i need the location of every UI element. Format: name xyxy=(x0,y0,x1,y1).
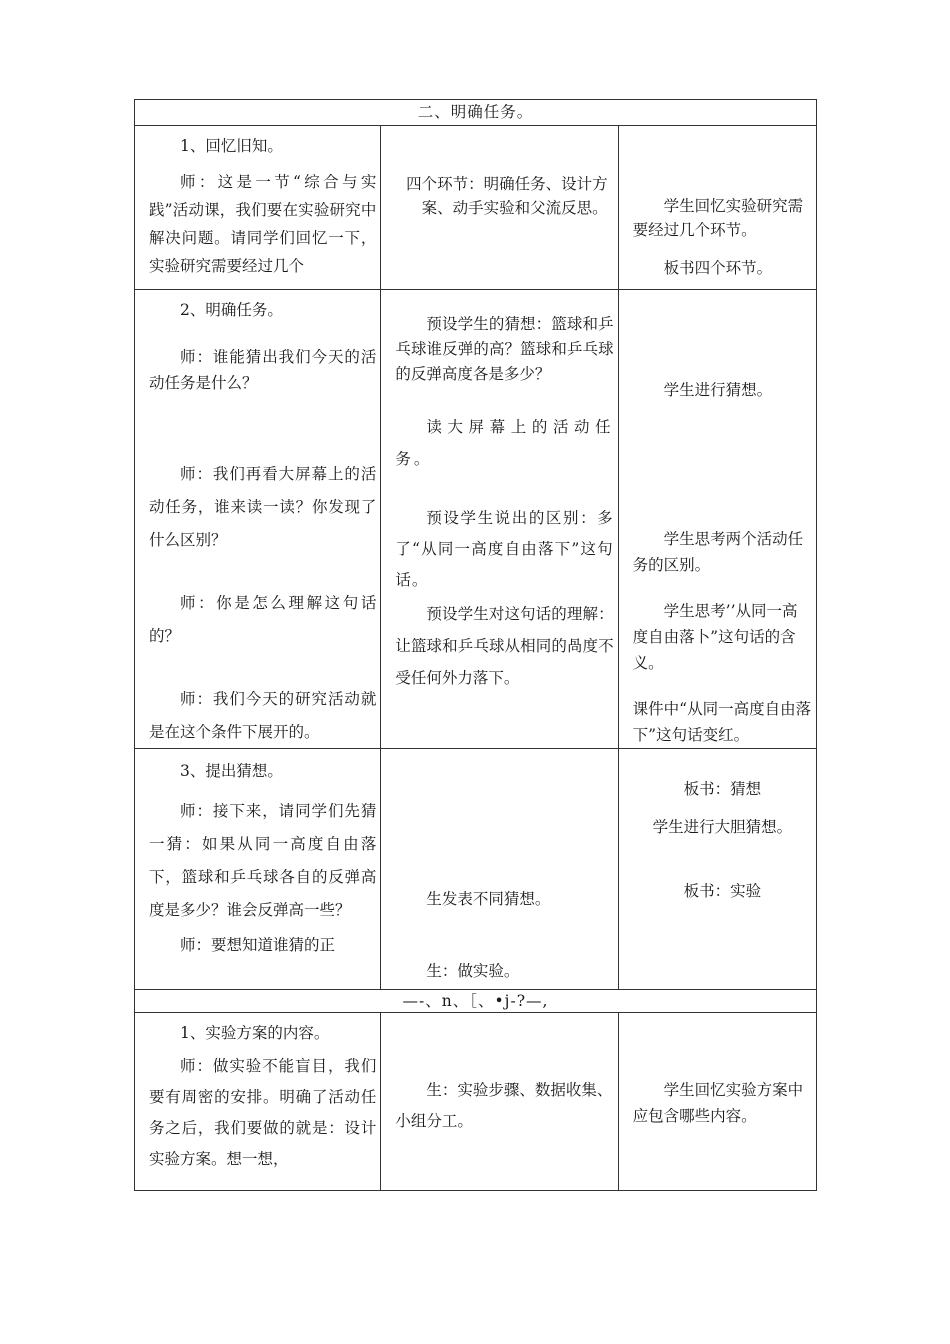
note-text: 板书：实验 xyxy=(683,882,762,900)
student-text: 生发表不同猜想。 xyxy=(426,890,551,908)
note-text: 学生思考两个活动任务的区别。 xyxy=(632,530,804,574)
student-cell xyxy=(381,290,618,749)
teacher-text: 师：我们今天的研究活动就是在这个条件下展开的。 xyxy=(149,690,377,741)
item-title: 1、回忆旧知。 xyxy=(180,137,283,155)
student-text: 四个环节：明确任务、设计方案、动手实验和父流反思。 xyxy=(406,175,608,217)
item-title: 3、提出猜想。 xyxy=(180,762,283,780)
student-text: 预设学生对这句话的理解：让篮球和乒乓球从相同的咼度不受任何外力落下。 xyxy=(395,605,614,687)
student-cell xyxy=(381,126,618,290)
student-text: 生：实验步骤、数据收集、小组分工。 xyxy=(395,1081,613,1130)
student-cell xyxy=(381,1013,618,1191)
notes-cell xyxy=(618,1013,816,1191)
note-text: 课件中“从同一高度自由落下”这句话变红。 xyxy=(632,700,812,744)
lesson-plan-table xyxy=(134,99,817,1191)
notes-cell xyxy=(618,749,816,990)
teacher-text: 师：这是一节“综合与实践”活动课，我们要在实验研究中解决问题。请同学们回忆一下，实验研究需要经过几个 xyxy=(149,173,377,275)
teacher-cell xyxy=(135,126,381,290)
table-row xyxy=(135,290,817,749)
note-text: 学生进行大胆猜想。 xyxy=(652,818,793,836)
notes-cell xyxy=(618,290,816,749)
section-heading: 二、明确任务。 xyxy=(135,100,817,126)
note-text: 学生回忆实验研究需要经过几个环节。 xyxy=(632,197,804,239)
section-heading: —-、n、［、•j-?—, xyxy=(135,990,817,1013)
teacher-text: 师：接下来，请同学们先猜一猜：如果从同一高度自由落下，篮球和乒乓球各自的反弹高度是多少？谁会反弹高一些？ xyxy=(149,802,377,919)
note-text: 学生进行猜想。 xyxy=(663,381,773,399)
table-row xyxy=(135,126,817,290)
item-title: 2、明确任务。 xyxy=(180,301,283,319)
teacher-cell xyxy=(135,1013,381,1191)
note-text: 学生回忆实验方案中应包含哪些内容。 xyxy=(632,1081,804,1125)
teacher-text: 师：做实验不能盲目，我们要有周密的安排。明确了活动任务之后，我们要做的就是：设计实验方案。想一想， xyxy=(149,1057,377,1168)
student-text: 生：做实验。 xyxy=(426,962,520,980)
teacher-cell xyxy=(135,749,381,990)
notes-cell xyxy=(618,126,816,290)
table-row xyxy=(135,1013,817,1191)
note-text: 板书四个环节。 xyxy=(663,259,773,277)
item-title: 1、实验方案的内容。 xyxy=(180,1024,330,1042)
teacher-text: 师：要想知道谁猜的正 xyxy=(180,936,336,954)
student-text: 读大屏幕上的活动任务。 xyxy=(395,418,614,468)
student-text: 预设学生的猜想：篮球和乒乓球谁反弹的高？篮球和乒乓球的反弹高度各是多少？ xyxy=(395,315,614,383)
section-heading-row xyxy=(135,100,817,126)
student-text: 预设学生说出的区别：多了“从同一高度自由落下”这句话。 xyxy=(395,509,614,589)
teacher-text: 师：你是怎么理解这句话的？ xyxy=(149,594,377,645)
student-cell xyxy=(381,749,618,990)
teacher-cell xyxy=(135,290,381,749)
teacher-text: 师：我们再看大屏幕上的活动任务，谁来读一读？你发现了什么区别？ xyxy=(149,465,377,549)
table-row xyxy=(135,749,817,990)
teacher-text: 师：谁能猜出我们今天的活动任务是什么？ xyxy=(149,348,377,392)
note-text: 板书：猜想 xyxy=(683,780,762,798)
note-text: 学生思考’’从同一高度自由落卜”这句话的含义。 xyxy=(632,602,798,672)
section-heading-row xyxy=(135,990,817,1013)
